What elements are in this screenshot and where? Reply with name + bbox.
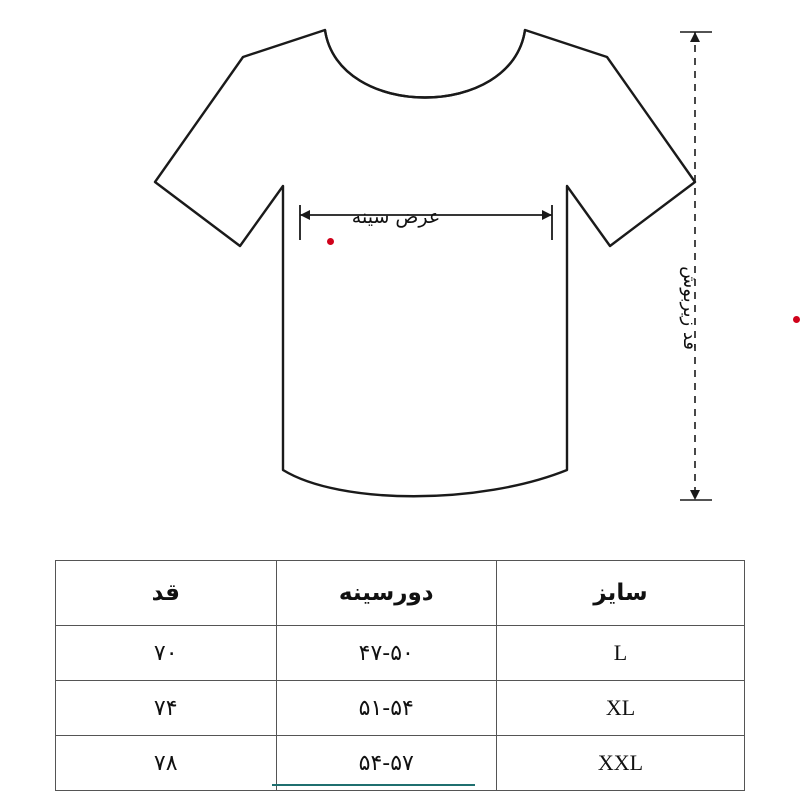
chest-width-label: عرض سینه xyxy=(351,206,441,228)
cell-size: L xyxy=(496,626,744,681)
accent-rule xyxy=(272,784,475,786)
column-header-length: قد xyxy=(56,561,277,626)
cell-size: XXL xyxy=(496,736,744,791)
tshirt-outline-path xyxy=(155,30,695,496)
cell-length: ۷۸ xyxy=(56,736,277,791)
cell-chest: ۵۴-۵۷ xyxy=(276,736,496,791)
red-dot-marker-edge xyxy=(793,316,800,323)
column-header-size: سایز xyxy=(496,561,744,626)
table-header-row xyxy=(56,561,745,626)
table-row xyxy=(56,736,745,791)
garment-length-label: قد زیربوش xyxy=(679,266,700,350)
red-dot-marker-chest xyxy=(327,238,334,245)
cell-length: ۷۰ xyxy=(56,626,277,681)
cell-chest: ۴۷-۵۰ xyxy=(276,626,496,681)
size-table xyxy=(55,560,745,791)
cell-chest: ۵۱-۵۴ xyxy=(276,681,496,736)
column-header-chest: دورسینه xyxy=(276,561,496,626)
table-row xyxy=(56,681,745,736)
cell-size: XL xyxy=(496,681,744,736)
table-row xyxy=(56,626,745,681)
cell-length: ۷۴ xyxy=(56,681,277,736)
